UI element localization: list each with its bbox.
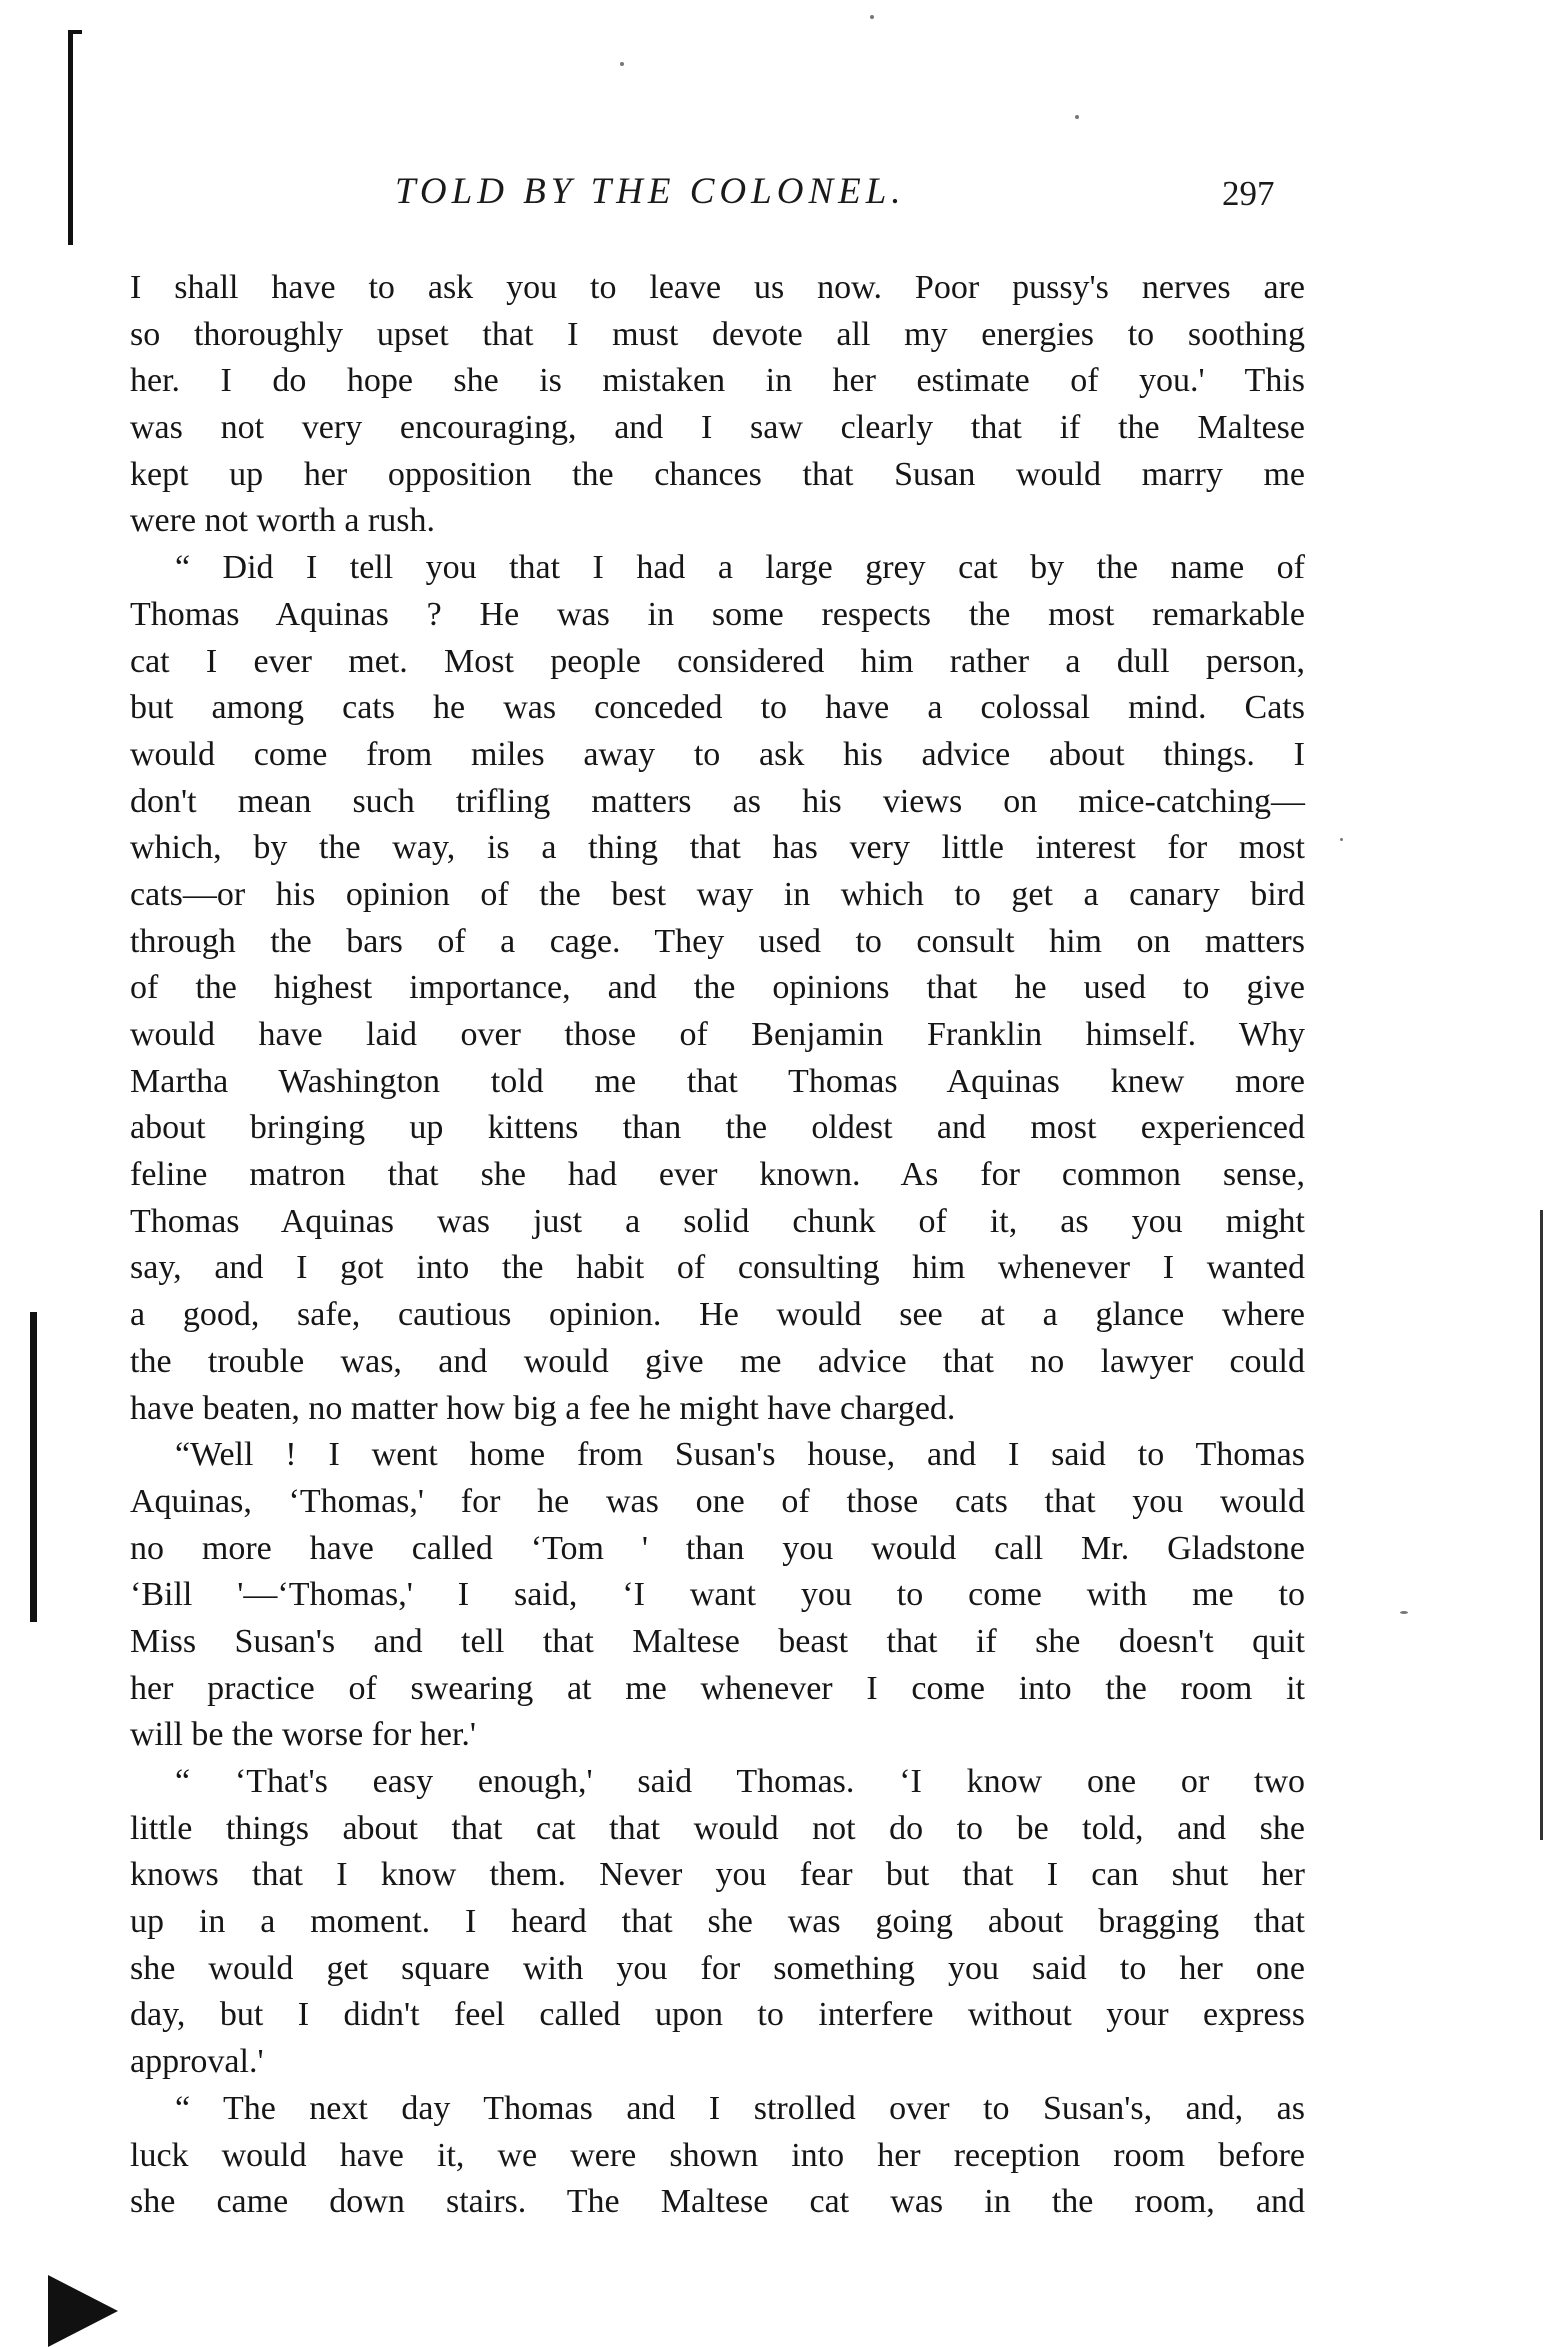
text-line: her. I do hope she is mistaken in her estimate of you.' This [130,362,1305,400]
text-line: little things about that cat that would not do to be told, and she [130,1809,1305,1847]
text-line: I shall have to ask you to leave us now. Poor pussy's nerves are [130,269,1305,306]
text-line: the trouble was, and would give me advice that no lawyer could [130,1342,1305,1380]
text-line: approval.' [130,2043,264,2081]
text-line: her practice of swearing at me whenever I come into the room it [130,1669,1305,1707]
text-line: about bringing up kittens than the oldest and most experienced [130,1109,1305,1147]
text-line: day, but I didn't feel called upon to interfere without your express [130,1996,1305,2034]
body-text [130,265,1305,2226]
text-line: Thomas Aquinas was just a solid chunk of it, as you might [130,1202,1305,1240]
text-line: she would get square with you for something you said to her one [130,1949,1305,1987]
text-line: were not worth a rush. [130,502,435,540]
text-line: up in a moment. I heard that she was going about bragging that [130,1903,1305,1941]
text-line: knows that I know them. Never you fear but that I can shut her [130,1856,1305,1894]
page-speck [1075,115,1079,119]
running-title: TOLD BY THE COLONEL. [395,171,906,212]
text-line: would have laid over those of Benjamin Franklin himself. Why [130,1016,1305,1053]
text-line: say, and I got into the habit of consulting him whenever I wanted [130,1249,1305,1287]
text-line: luck would have it, we were shown into her reception room before [130,2136,1305,2174]
page-speck [620,62,624,66]
text-line: a good, safe, cautious opinion. He would see at a glance where [130,1296,1305,1334]
text-line: she came down stairs. The Maltese cat was in the room, and [130,2183,1305,2221]
text-line: of the highest importance, and the opinions that he used to give [130,969,1305,1007]
left-margin-rule-tick [68,30,82,34]
page-speck [1340,838,1343,841]
text-line: Aquinas, ‘Thomas,' for he was one of those cats that you would [130,1482,1305,1520]
text-line: through the bars of a cage. They used to consult him on matters [130,922,1305,960]
text-line: cats—or his opinion of the best way in which to get a canary bird [130,875,1305,913]
text-line: cat I ever met. Most people considered him rather a dull person, [130,642,1305,680]
text-line: was not very encouraging, and I saw clearly that if the Maltese [130,409,1305,447]
text-line: but among cats he was conceded to have a colossal mind. Cats [130,689,1305,727]
page-speck [1400,1611,1408,1614]
text-line: “ Did I tell you that I had a large grey cat by the name of [175,549,1305,587]
text-line: “ The next day Thomas and I strolled over to Susan's, and, as [175,2089,1305,2127]
corner-arrow-mark [48,2275,118,2347]
text-line: Thomas Aquinas ? He was in some respects the most remarkable [130,595,1305,633]
page-number: 297 [1222,174,1275,213]
text-line: kept up her opposition the chances that Susan would marry me [130,455,1305,493]
page-header [0,170,1561,220]
text-line: have beaten, no matter how big a fee he might have charged. [130,1389,956,1427]
text-line: so thoroughly upset that I must devote all my energies to soothing [130,315,1305,353]
left-margin-bar [30,1312,37,1622]
text-line: feline matron that she had ever known. As for common sense, [130,1156,1305,1194]
text-line: ‘Bill '—‘Thomas,' I said, ‘I want you to come with me to [130,1576,1305,1614]
right-margin-line [1540,1210,1543,1840]
text-line: will be the worse for her.' [130,1716,477,1754]
text-line: which, by the way, is a thing that has very little interest for most [130,829,1305,867]
text-line: no more have called ‘Tom ' than you would call Mr. Gladstone [130,1529,1305,1567]
text-line: “Well ! I went home from Susan's house, and I said to Thomas [175,1436,1305,1474]
text-line: “ ‘That's easy enough,' said Thomas. ‘I know one or two [175,1763,1305,1800]
text-line: Martha Washington told me that Thomas Aquinas knew more [130,1062,1305,1100]
text-line: Miss Susan's and tell that Maltese beast that if she doesn't quit [130,1622,1305,1660]
text-line: would come from miles away to ask his advice about things. I [130,735,1305,773]
page-speck [870,15,874,19]
text-line: don't mean such trifling matters as his views on mice-catching— [130,782,1305,820]
